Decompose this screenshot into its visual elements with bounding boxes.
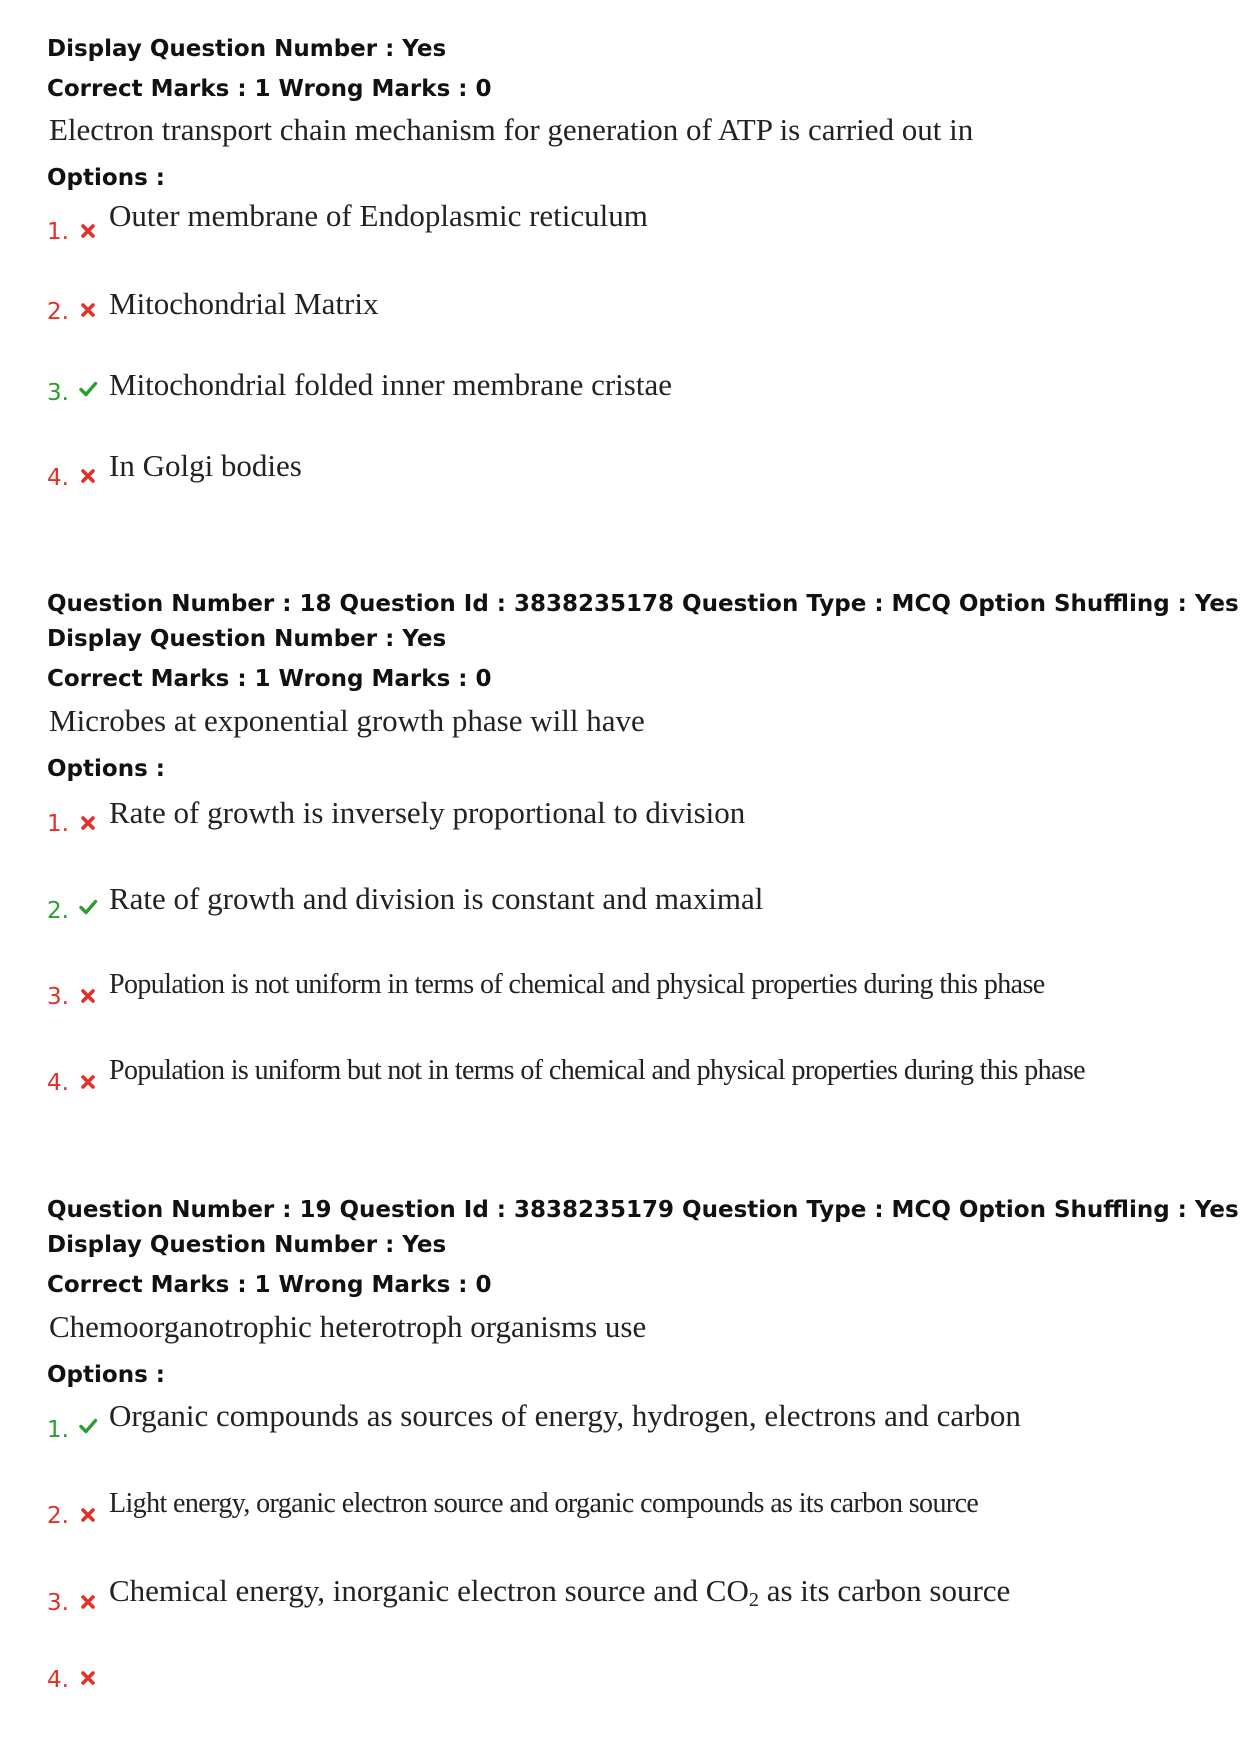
- option-number: 2.: [47, 898, 69, 924]
- check-icon: [78, 1416, 98, 1436]
- option-number: 1.: [47, 811, 69, 837]
- option-number: 3.: [47, 984, 69, 1010]
- option-text: Population is uniform but not in terms of chemical and physical properties during this phase: [109, 1055, 1085, 1086]
- option-text: Rate of growth is inversely proportional to division: [109, 795, 746, 830]
- option-text: Rate of growth and division is constant and maximal: [109, 881, 764, 916]
- option-text: Population is not uniform in terms of chemical and physical properties during this phase: [109, 969, 1045, 1000]
- marks-info: Correct Marks : 1 Wrong Marks : 0: [47, 1272, 492, 1298]
- option-text: In Golgi bodies: [109, 448, 302, 483]
- options-label: Options :: [47, 1362, 165, 1388]
- cross-icon: [78, 1505, 98, 1525]
- cross-icon: [78, 813, 98, 833]
- option-number: 4.: [47, 1667, 69, 1693]
- display-question-number: Display Question Number : Yes: [47, 36, 447, 62]
- cross-icon: [78, 1668, 98, 1688]
- cross-icon: [78, 466, 98, 486]
- option-number: 4.: [47, 1070, 69, 1096]
- option-text-part: Chemical energy, inorganic electron source and CO: [109, 1573, 749, 1608]
- option-text: Mitochondrial folded inner membrane cristae: [109, 367, 672, 402]
- marks-info: Correct Marks : 1 Wrong Marks : 0: [47, 76, 492, 102]
- cross-icon: [78, 221, 98, 241]
- option-text: [109, 1573, 1010, 1612]
- option-number: 1.: [47, 1417, 69, 1443]
- subscript: 2: [748, 1589, 759, 1612]
- question-header: Question Number : 19 Question Id : 3838235179 Question Type : MCQ Option Shuffling : Yes: [47, 1197, 1239, 1223]
- question-text: Electron transport chain mechanism for generation of ATP is carried out in: [49, 112, 974, 147]
- check-icon: [78, 897, 98, 917]
- option-text-part: as its carbon source: [758, 1573, 1011, 1608]
- options-label: Options :: [47, 165, 165, 191]
- display-question-number: Display Question Number : Yes: [47, 1232, 447, 1258]
- option-number: 3.: [47, 1590, 69, 1616]
- options-label: Options :: [47, 756, 165, 782]
- check-icon: [78, 379, 98, 399]
- option-number: 2.: [47, 1503, 69, 1529]
- option-text: Light energy, organic electron source and organic compounds as its carbon source: [109, 1488, 979, 1519]
- option-text: Outer membrane of Endoplasmic reticulum: [109, 198, 648, 233]
- option-number: 2.: [47, 299, 69, 325]
- option-number: 3.: [47, 380, 69, 406]
- marks-info: Correct Marks : 1 Wrong Marks : 0: [47, 666, 492, 692]
- option-number: 1.: [47, 219, 69, 245]
- option-text: Mitochondrial Matrix: [109, 286, 379, 321]
- cross-icon: [78, 300, 98, 320]
- option-number: 4.: [47, 465, 69, 491]
- display-question-number: Display Question Number : Yes: [47, 626, 447, 652]
- cross-icon: [78, 986, 98, 1006]
- question-text: Microbes at exponential growth phase will have: [49, 703, 645, 738]
- option-text: Organic compounds as sources of energy, hydrogen, electrons and carbon: [109, 1398, 1021, 1433]
- cross-icon: [78, 1592, 98, 1612]
- question-header: Question Number : 18 Question Id : 3838235178 Question Type : MCQ Option Shuffling : Yes: [47, 591, 1239, 617]
- question-text: Chemoorganotrophic heterotroph organisms use: [49, 1309, 647, 1344]
- cross-icon: [78, 1072, 98, 1092]
